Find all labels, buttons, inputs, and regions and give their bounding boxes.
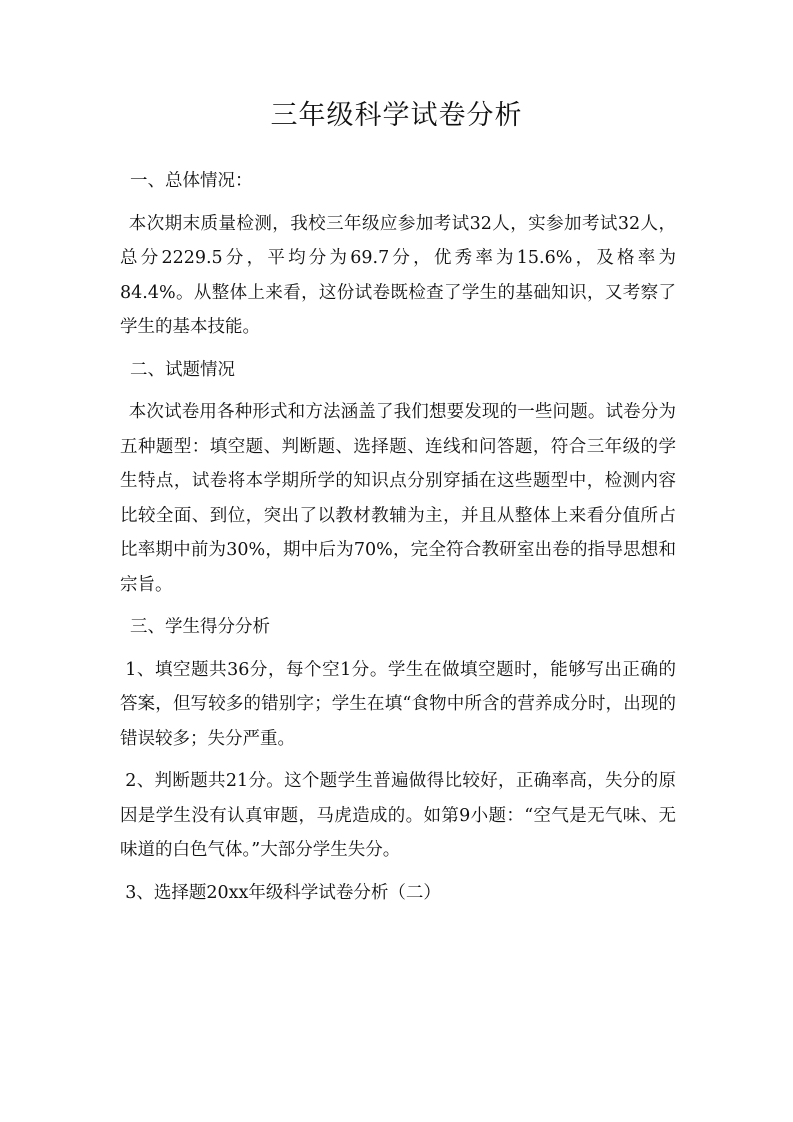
section-heading-questions: 二、试题情况 bbox=[130, 359, 235, 380]
true-false-analysis: 2、判断题共21分。这个题学生普遍做得比较好，正确率高，失分的原因是学生没有认真审题，马虎造成的。如第9小题：“空气是无气味、无味道的白色气体。”大部分学生失分。 bbox=[120, 771, 676, 860]
section-heading-overall: 一、总体情况： bbox=[130, 171, 253, 191]
multiple-choice-analysis: 3、选择题20xx年级科学试卷分析（二） bbox=[125, 882, 441, 903]
document-body bbox=[120, 164, 676, 918]
page-title: 三年级科学试卷分析 bbox=[270, 100, 523, 131]
section-heading-score-analysis: 三、学生得分分析 bbox=[130, 617, 270, 637]
questions-paragraph: 本次试卷用各种形式和方法涵盖了我们想要发现的一些问题。试卷分为五种题型：填空题、判断题、选择题、连线和问答题，符合三年级的学生特点，试卷将本学期所学的知识点分别穿插在这些题型中，检测内容比较全面、到位，突出了以教材教辅为主，并且从整体上来看分值所占比率期中前为30%，期中后为70%，完全符合教研室出卷的指导思想和宗旨。 bbox=[120, 402, 676, 595]
fill-in-blank-analysis: 1、填空题共36分，每个空1分。学生在做填空题时，能够写出正确的答案，但写较多的错别字；学生在填“食物中所含的营养成分时，出现的错误较多；失分严重。 bbox=[120, 659, 676, 749]
overall-paragraph: 本次期末质量检测，我校三年级应参加考试32人，实参加考试32人，总分2229.5分，平均分为69.7分，优秀率为15.6%，及格率为84.4%。从整体上来看，这份试卷既检查了学生的基础知识，又考察了学生的基本技能。 bbox=[120, 213, 676, 337]
